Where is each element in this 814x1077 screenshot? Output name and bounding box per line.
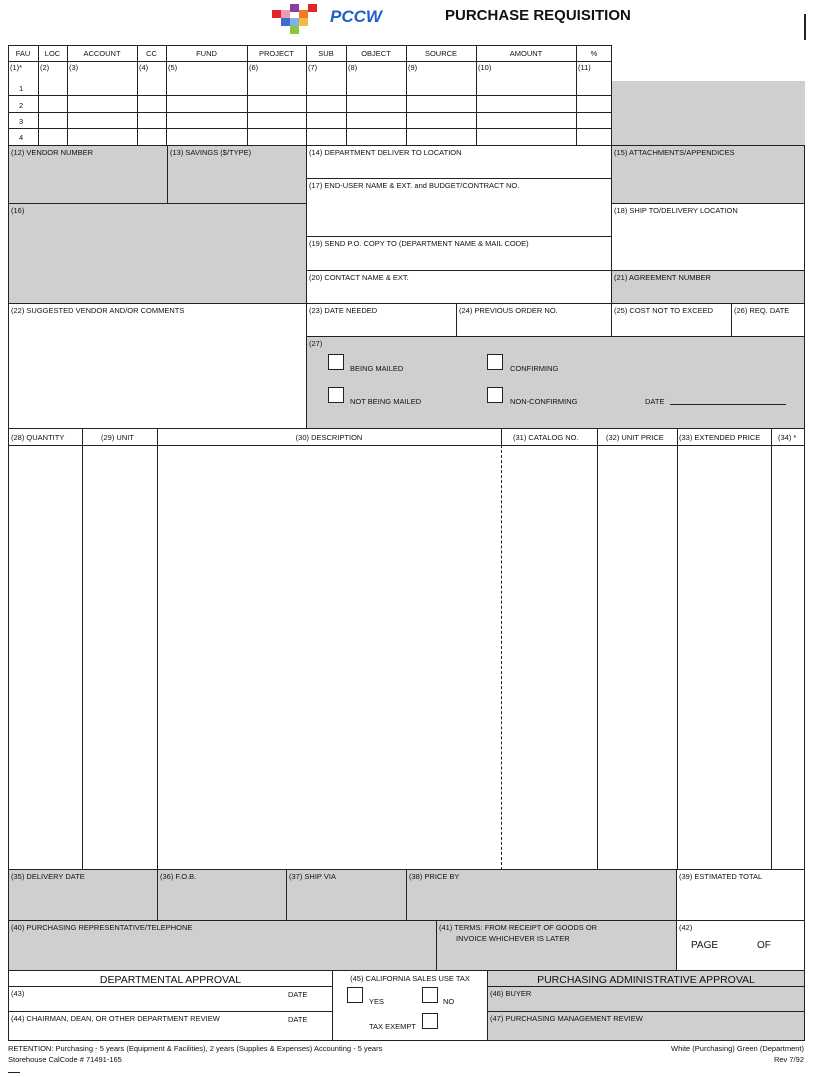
divider bbox=[67, 45, 68, 146]
department-review-field[interactable]: (44) CHAIRMAN, DEAN, OR OTHER DEPARTMENT REVIEW DATE bbox=[8, 1011, 333, 1041]
tax-exempt-label: TAX EXEMPT bbox=[369, 1022, 416, 1031]
ship-via-field[interactable]: (37) SHIP VIA bbox=[286, 869, 407, 921]
approval-43-field[interactable]: (43) DATE bbox=[8, 986, 333, 1012]
column-header: FAU bbox=[15, 49, 31, 58]
divider bbox=[306, 45, 307, 146]
divider bbox=[8, 1072, 20, 1073]
logo-square bbox=[290, 4, 299, 12]
divider bbox=[8, 61, 612, 62]
field-number: (4) bbox=[139, 63, 149, 72]
logo-square bbox=[290, 18, 299, 26]
field-number: (11) bbox=[578, 63, 591, 72]
row-number: 4 bbox=[19, 133, 24, 142]
column-header: (33) EXTENDED PRICE bbox=[679, 433, 761, 442]
ship-to-field[interactable]: (18) SHIP TO/DELIVERY LOCATION bbox=[611, 203, 805, 271]
previous-order-field[interactable]: (24) PREVIOUS ORDER NO. bbox=[456, 303, 612, 337]
field-number: (8) bbox=[348, 63, 358, 72]
storehouse-code: Storehouse CalCode # 71491-165 bbox=[8, 1055, 122, 1064]
field-number: (3) bbox=[69, 63, 79, 72]
logo-square bbox=[281, 10, 290, 18]
suggested-vendor-field[interactable]: (22) SUGGESTED VENDOR AND/OR COMMENTS bbox=[8, 303, 307, 429]
field-number: (7) bbox=[308, 63, 318, 72]
date-line[interactable] bbox=[670, 404, 786, 405]
divider bbox=[8, 112, 612, 113]
logo-square bbox=[299, 18, 308, 26]
logo-square bbox=[272, 10, 281, 18]
revision: Rev 7/92 bbox=[773, 1055, 804, 1064]
field-number: (6) bbox=[249, 63, 259, 72]
page-label: PAGE bbox=[691, 940, 719, 951]
row-number: 2 bbox=[19, 101, 24, 110]
column-header: (32) UNIT PRICE bbox=[606, 433, 664, 442]
divider bbox=[771, 428, 772, 870]
req-date-field[interactable]: (26) REQ. DATE bbox=[731, 303, 805, 337]
being-mailed-checkbox[interactable] bbox=[328, 354, 344, 370]
divider bbox=[8, 128, 612, 129]
non-confirming-label: NON-CONFIRMING bbox=[510, 397, 578, 406]
confirming-checkbox[interactable] bbox=[487, 354, 503, 370]
divider bbox=[677, 428, 678, 870]
column-header: % bbox=[590, 49, 598, 58]
field-number: (5) bbox=[168, 63, 178, 72]
send-po-copy-field[interactable]: (19) SEND P.O. COPY TO (DEPARTMENT NAME & MAIL CODE) bbox=[306, 236, 612, 271]
tax-no-label: NO bbox=[443, 997, 455, 1006]
field-number: (9) bbox=[408, 63, 418, 72]
retention-text: RETENTION: Purchasing - 5 years (Equipment & Facilities), 2 years (Supplies & Expenses) Accounting - 5 years bbox=[8, 1044, 383, 1053]
page-field[interactable]: (42) PAGE OF bbox=[676, 920, 805, 971]
logo-square bbox=[308, 4, 317, 12]
date-label: DATE bbox=[645, 397, 665, 406]
savings-field[interactable]: (13) SAVINGS ($/TYPE) bbox=[167, 145, 307, 204]
not-being-mailed-label: NOT BEING MAILED bbox=[350, 397, 422, 406]
non-confirming-checkbox[interactable] bbox=[487, 387, 503, 403]
purchasing-approval-title: PURCHASING ADMINISTRATIVE APPROVAL bbox=[487, 970, 805, 987]
divider bbox=[38, 45, 39, 146]
departmental-approval-title: DEPARTMENTAL APPROVAL bbox=[8, 970, 333, 987]
confirming-label: CONFIRMING bbox=[510, 364, 559, 373]
divider bbox=[8, 95, 612, 96]
column-header: (31) CATALOG NO. bbox=[513, 433, 579, 442]
field-number: (2) bbox=[40, 63, 50, 72]
of-label: OF bbox=[757, 940, 771, 951]
field-number: (10) bbox=[478, 63, 492, 72]
divider bbox=[501, 428, 502, 445]
column-header: CC bbox=[146, 49, 157, 58]
end-user-field[interactable]: (17) END-USER NAME & EXT. and BUDGET/CONTRACT NO. bbox=[306, 178, 612, 237]
sales-tax-section: (45) CALIFORNIA SALES USE TAX bbox=[332, 970, 488, 1041]
tax-yes-label: YES bbox=[369, 997, 385, 1006]
cost-not-to-exceed-field[interactable]: (25) COST NOT TO EXCEED bbox=[611, 303, 732, 337]
price-by-field[interactable]: (38) PRICE BY bbox=[406, 869, 677, 921]
divider bbox=[82, 428, 83, 870]
logo-text: PCCW bbox=[330, 7, 382, 26]
column-header: AMOUNT bbox=[509, 49, 543, 58]
column-header: PROJECT bbox=[258, 49, 294, 58]
column-header: (30) DESCRIPTION bbox=[295, 433, 363, 442]
column-header: (28) QUANTITY bbox=[11, 433, 65, 442]
divider bbox=[476, 45, 477, 146]
tax-exempt-checkbox[interactable] bbox=[422, 1013, 438, 1029]
terms-field: (41) TERMS: FROM RECEIPT OF GOODS OR INVOICE WHICHEVER IS LATER bbox=[436, 920, 677, 971]
column-header: SOURCE bbox=[424, 49, 458, 58]
divider bbox=[804, 14, 806, 40]
divider bbox=[406, 45, 407, 146]
contact-name-field[interactable]: (20) CONTACT NAME & EXT. bbox=[306, 270, 612, 304]
logo bbox=[272, 4, 402, 36]
field-number: (1)* bbox=[10, 63, 23, 72]
column-header: OBJECT bbox=[361, 49, 391, 58]
agreement-number-field[interactable]: (21) AGREEMENT NUMBER bbox=[611, 270, 805, 304]
logo-square bbox=[290, 26, 299, 34]
delivery-date-field[interactable]: (35) DELIVERY DATE bbox=[8, 869, 158, 921]
divider bbox=[8, 445, 805, 446]
divider bbox=[346, 45, 347, 146]
logo-square bbox=[281, 18, 290, 26]
tax-no-checkbox[interactable] bbox=[422, 987, 438, 1003]
tax-yes-checkbox[interactable] bbox=[347, 987, 363, 1003]
divider bbox=[166, 45, 167, 146]
field-16[interactable]: (16) bbox=[8, 203, 307, 304]
buyer-field[interactable]: (46) BUYER bbox=[487, 986, 805, 1012]
dashed-divider bbox=[501, 445, 502, 870]
row-number: 3 bbox=[19, 117, 24, 126]
mailing-status-section: (27) bbox=[306, 336, 805, 429]
logo-square bbox=[299, 10, 308, 18]
column-header: SUB bbox=[318, 49, 334, 58]
vendor-number-field[interactable]: (12) VENDOR NUMBER bbox=[8, 145, 168, 204]
column-header: ACCOUNT bbox=[83, 49, 121, 58]
divider bbox=[157, 428, 158, 870]
divider bbox=[247, 45, 248, 146]
divider bbox=[597, 428, 598, 870]
being-mailed-label: BEING MAILED bbox=[350, 364, 404, 373]
fob-field[interactable]: (36) F.O.B. bbox=[157, 869, 287, 921]
purchasing-management-review-field[interactable]: (47) PURCHASING MANAGEMENT REVIEW bbox=[487, 1011, 805, 1041]
not-being-mailed-checkbox[interactable] bbox=[328, 387, 344, 403]
copy-distribution: White (Purchasing) Green (Department) bbox=[671, 1044, 804, 1053]
divider bbox=[137, 45, 138, 146]
column-header: (34) * bbox=[778, 433, 797, 442]
page-title: PURCHASE REQUISITION bbox=[445, 7, 631, 24]
shaded-block bbox=[611, 81, 805, 146]
items-table bbox=[8, 428, 805, 870]
date-needed-field[interactable]: (23) DATE NEEDED bbox=[306, 303, 457, 337]
column-header: (29) UNIT bbox=[101, 433, 134, 442]
deliver-to-location-field[interactable]: (14) DEPARTMENT DELIVER TO LOCATION bbox=[306, 145, 612, 179]
column-header: LOC bbox=[44, 49, 61, 58]
divider bbox=[576, 45, 577, 146]
purchasing-rep-field[interactable]: (40) PURCHASING REPRESENTATIVE/TELEPHONE bbox=[8, 920, 437, 971]
row-number: 1 bbox=[19, 84, 24, 93]
estimated-total-field[interactable]: (39) ESTIMATED TOTAL bbox=[676, 869, 805, 921]
attachments-field[interactable]: (15) ATTACHMENTS/APPENDICES bbox=[611, 145, 805, 204]
column-header: FUND bbox=[196, 49, 217, 58]
